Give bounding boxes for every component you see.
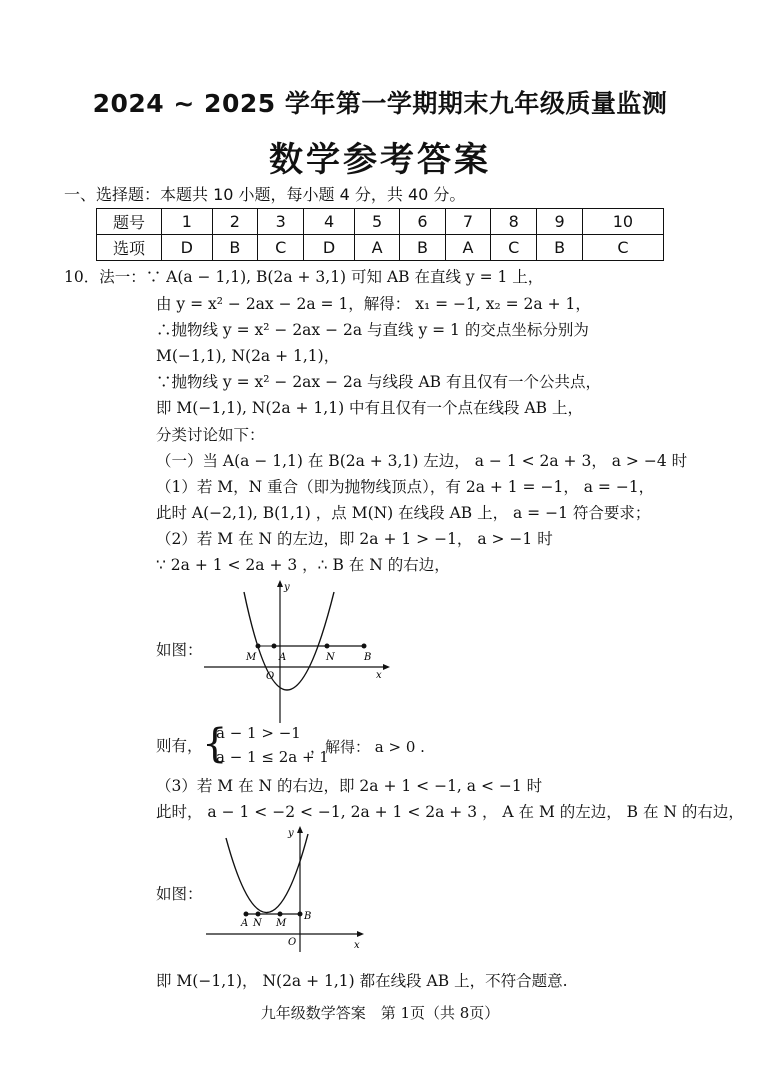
answer-cell: B — [537, 235, 583, 261]
conclusion-line: 即 M(−1,1)， N(2a + 1,1) 都在线段 AB 上，不符合题意. — [156, 972, 568, 990]
number-cell: 1 — [162, 209, 213, 235]
label-y: y — [284, 582, 290, 593]
label-n: N — [253, 918, 262, 929]
label-m: M — [246, 652, 257, 663]
x-arrow-icon — [383, 664, 390, 670]
number-cell: 9 — [537, 209, 583, 235]
parabola-curve — [226, 834, 308, 913]
answer-cell: A — [354, 235, 399, 261]
system-line-2: a − 1 ≤ 2a + 1 — [216, 748, 329, 766]
point-n — [325, 644, 330, 649]
answer-cell: B — [400, 235, 446, 261]
solution-line: ∵抛物线 y = x² − 2ax − 2a 与线段 AB 有且仅有一个公共点， — [156, 373, 601, 391]
number-cell: 6 — [400, 209, 446, 235]
answer-cell: A — [445, 235, 490, 261]
answer-table-answer-row — [97, 235, 664, 261]
label-a: A — [241, 918, 249, 929]
answer-table-header-row — [97, 209, 664, 235]
number-cell: 4 — [304, 209, 355, 235]
brace-icon: { — [202, 721, 228, 767]
header-label-cell: 题号 — [97, 209, 162, 235]
label-o: O — [288, 937, 297, 948]
label-b: B — [304, 911, 312, 922]
solution-line: （一）当 A(a − 1,1) 在 B(2a + 3,1) 左边， a − 1 < 2a + 3， a > −4 时 — [156, 452, 688, 470]
title-line-2: 数学参考答案 — [269, 140, 491, 180]
label-x: x — [354, 940, 360, 951]
number-cell: 8 — [491, 209, 537, 235]
figure-label-2: 如图： — [156, 885, 203, 903]
label-b: B — [364, 652, 372, 663]
parabola-curve — [244, 592, 334, 690]
answer-cell: C — [582, 235, 663, 261]
case3-line-2: 此时， a − 1 < −2 < −1, 2a + 1 < 2a + 3 ， A 在 M 的左边， B 在 N 的右边， — [156, 803, 744, 821]
label-y: y — [288, 828, 294, 839]
label-m: M — [276, 918, 287, 929]
number-cell: 7 — [445, 209, 490, 235]
answer-cell: C — [491, 235, 537, 261]
label-x: x — [376, 670, 382, 681]
answer-cell: C — [258, 235, 304, 261]
inequality-system — [202, 722, 442, 772]
answer-cell: D — [304, 235, 355, 261]
point-a — [244, 912, 249, 917]
point-b — [298, 912, 303, 917]
answer-label-cell: 选项 — [97, 235, 162, 261]
solution-line: （1）若 M，N 重合（即为抛物线顶点），有 2a + 1 = −1， a = −1， — [156, 478, 655, 496]
solution-line: 即 M(−1,1), N(2a + 1,1) 中有且仅有一个点在线段 AB 上， — [156, 399, 584, 417]
section-heading: 一、选择题：本题共 10 小题，每小题 4 分，共 40 分。 — [64, 185, 466, 204]
label-a: A — [279, 652, 287, 663]
solution-line: ∵ 2a + 1 < 2a + 3 ，∴ B 在 N 的右边， — [156, 556, 450, 574]
number-cell: 3 — [258, 209, 304, 235]
solution-line: 分类讨论如下： — [156, 426, 265, 444]
parabola-figure-1 — [200, 578, 400, 726]
point-m — [278, 912, 283, 917]
system-result: ，解得： a > 0 . — [310, 738, 425, 756]
case3-line-1: （3）若 M 在 N 的右边，即 2a + 1 < −1, a < −1 时 — [156, 777, 543, 795]
answer-cell: B — [212, 235, 258, 261]
solution-line: 由 y = x² − 2ax − 2a = 1，解得： x₁ = −1, x₂ = 2a + 1， — [156, 295, 591, 313]
answer-cell: D — [162, 235, 213, 261]
figure-label: 如图： — [156, 641, 203, 659]
point-a — [272, 644, 277, 649]
system-prefix: 则有， — [156, 737, 203, 755]
y-arrow-icon — [297, 826, 303, 833]
x-arrow-icon — [357, 931, 364, 937]
number-cell: 2 — [212, 209, 258, 235]
number-cell: 10 — [582, 209, 663, 235]
solution-line: ∴抛物线 y = x² − 2ax − 2a 与直线 y = 1 的交点坐标分别为 — [156, 321, 589, 339]
point-m — [256, 644, 261, 649]
solution-line: M(−1,1), N(2a + 1,1)， — [156, 347, 340, 365]
y-arrow-icon — [277, 580, 283, 587]
solution-line: 10．法一：∵ A(a − 1,1), B(2a + 3,1) 可知 AB 在直线 y = 1 上， — [64, 268, 544, 286]
point-n — [256, 912, 261, 917]
title-line-1: 2024 ~ 2025 学年第一学期期末九年级质量监测 — [92, 89, 668, 118]
label-n: N — [326, 652, 335, 663]
parabola-figure-2 — [200, 824, 380, 954]
page-footer: 九年级数学答案 第 1页（共 8页） — [260, 1004, 500, 1022]
system-line-1: a − 1 > −1 — [216, 724, 301, 742]
answer-table — [96, 208, 664, 261]
number-cell: 5 — [354, 209, 399, 235]
solution-line: （2）若 M 在 N 的左边，即 2a + 1 > −1， a > −1 时 — [156, 530, 553, 548]
label-o: O — [266, 671, 275, 682]
point-b — [362, 644, 367, 649]
solution-line: 此时 A(−2,1), B(1,1) ，点 M(N) 在线段 AB 上， a = −1 符合要求； — [156, 504, 651, 522]
